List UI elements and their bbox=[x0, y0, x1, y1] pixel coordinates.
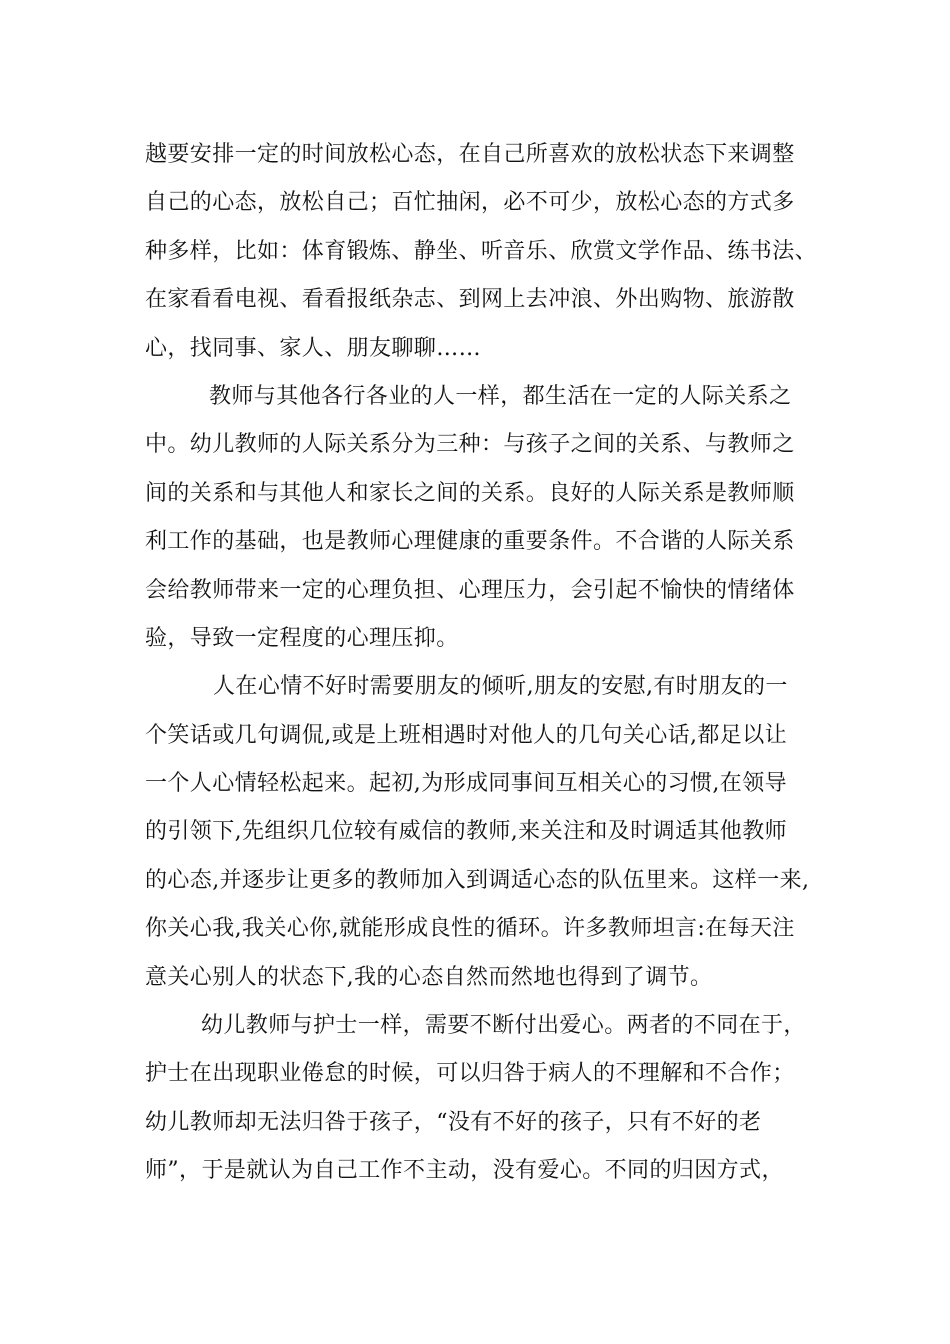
text-line: 幼儿教师与护士一样，需要不断付出爱心。两者的不同在于， bbox=[201, 1013, 806, 1039]
text-line: 在家看看电视、看看报纸杂志、到网上去冲浪、外出购物、旅游散 bbox=[145, 287, 795, 313]
text-line: 师”，于是就认为自己工作不主动，没有爱心。不同的归因方式， bbox=[145, 1158, 784, 1184]
paragraph-interpersonal bbox=[145, 373, 835, 663]
text-line: 间的关系和与其他人和家长之间的关系。良好的人际关系是教师顺 bbox=[145, 480, 795, 506]
text-line: 的引领下,先组织几位较有威信的教师,来关注和及时调适其他教师 bbox=[145, 819, 787, 845]
paragraph-nurse-comparison bbox=[145, 1002, 835, 1196]
text-line: 个笑话或几句调侃,或是上班相遇时对他人的几句关心话,都足以让 bbox=[145, 722, 787, 748]
text-line: 的心态,并逐步让更多的教师加入到调适心态的队伍里来。这样一来, bbox=[145, 867, 810, 893]
text-line: 幼儿教师却无法归咎于孩子，“没有不好的孩子，只有不好的老 bbox=[145, 1109, 762, 1135]
text-line: 你关心我,我关心你,就能形成良性的循环。许多教师坦言:在每天注 bbox=[145, 916, 795, 942]
text-line: 一个人心情轻松起来。起初,为形成同事间互相关心的习惯,在领导 bbox=[145, 771, 787, 797]
paragraph-relaxation bbox=[145, 131, 835, 373]
text-line: 意关心别人的状态下,我的心态自然而然地也得到了调节。 bbox=[145, 964, 713, 990]
text-line: 会给教师带来一定的心理负担、心理压力，会引起不愉快的情绪体 bbox=[145, 577, 795, 603]
text-line: 心，找同事、家人、朋友聊聊…… bbox=[145, 335, 482, 361]
text-line: 越要安排一定的时间放松心态，在自己所喜欢的放松状态下来调整 bbox=[145, 142, 795, 167]
text-line: 护士在出现职业倦怠的时候，可以归咎于病人的不理解和不合作； bbox=[145, 1061, 795, 1087]
document-body bbox=[145, 131, 835, 1196]
text-line: 验，导致一定程度的心理压抑。 bbox=[145, 625, 459, 651]
text-line: 中。幼儿教师的人际关系分为三种：与孩子之间的关系、与教师之 bbox=[145, 432, 795, 458]
text-line: 利工作的基础，也是教师心理健康的重要条件。不合谐的人际关系 bbox=[145, 529, 795, 555]
text-line: 教师与其他各行各业的人一样，都生活在一定的人际关系之 bbox=[209, 383, 792, 409]
text-line: 人在心情不好时需要朋友的倾听,朋友的安慰,有时朋友的一 bbox=[213, 674, 788, 700]
text-line: 种多样，比如：体育锻炼、静坐、听音乐、欣赏文学作品、练书法、 bbox=[145, 238, 818, 264]
text-line: 自己的心态，放松自己；百忙抽闲，必不可少，放松心态的方式多 bbox=[145, 190, 795, 216]
paragraph-friends bbox=[145, 663, 835, 1002]
